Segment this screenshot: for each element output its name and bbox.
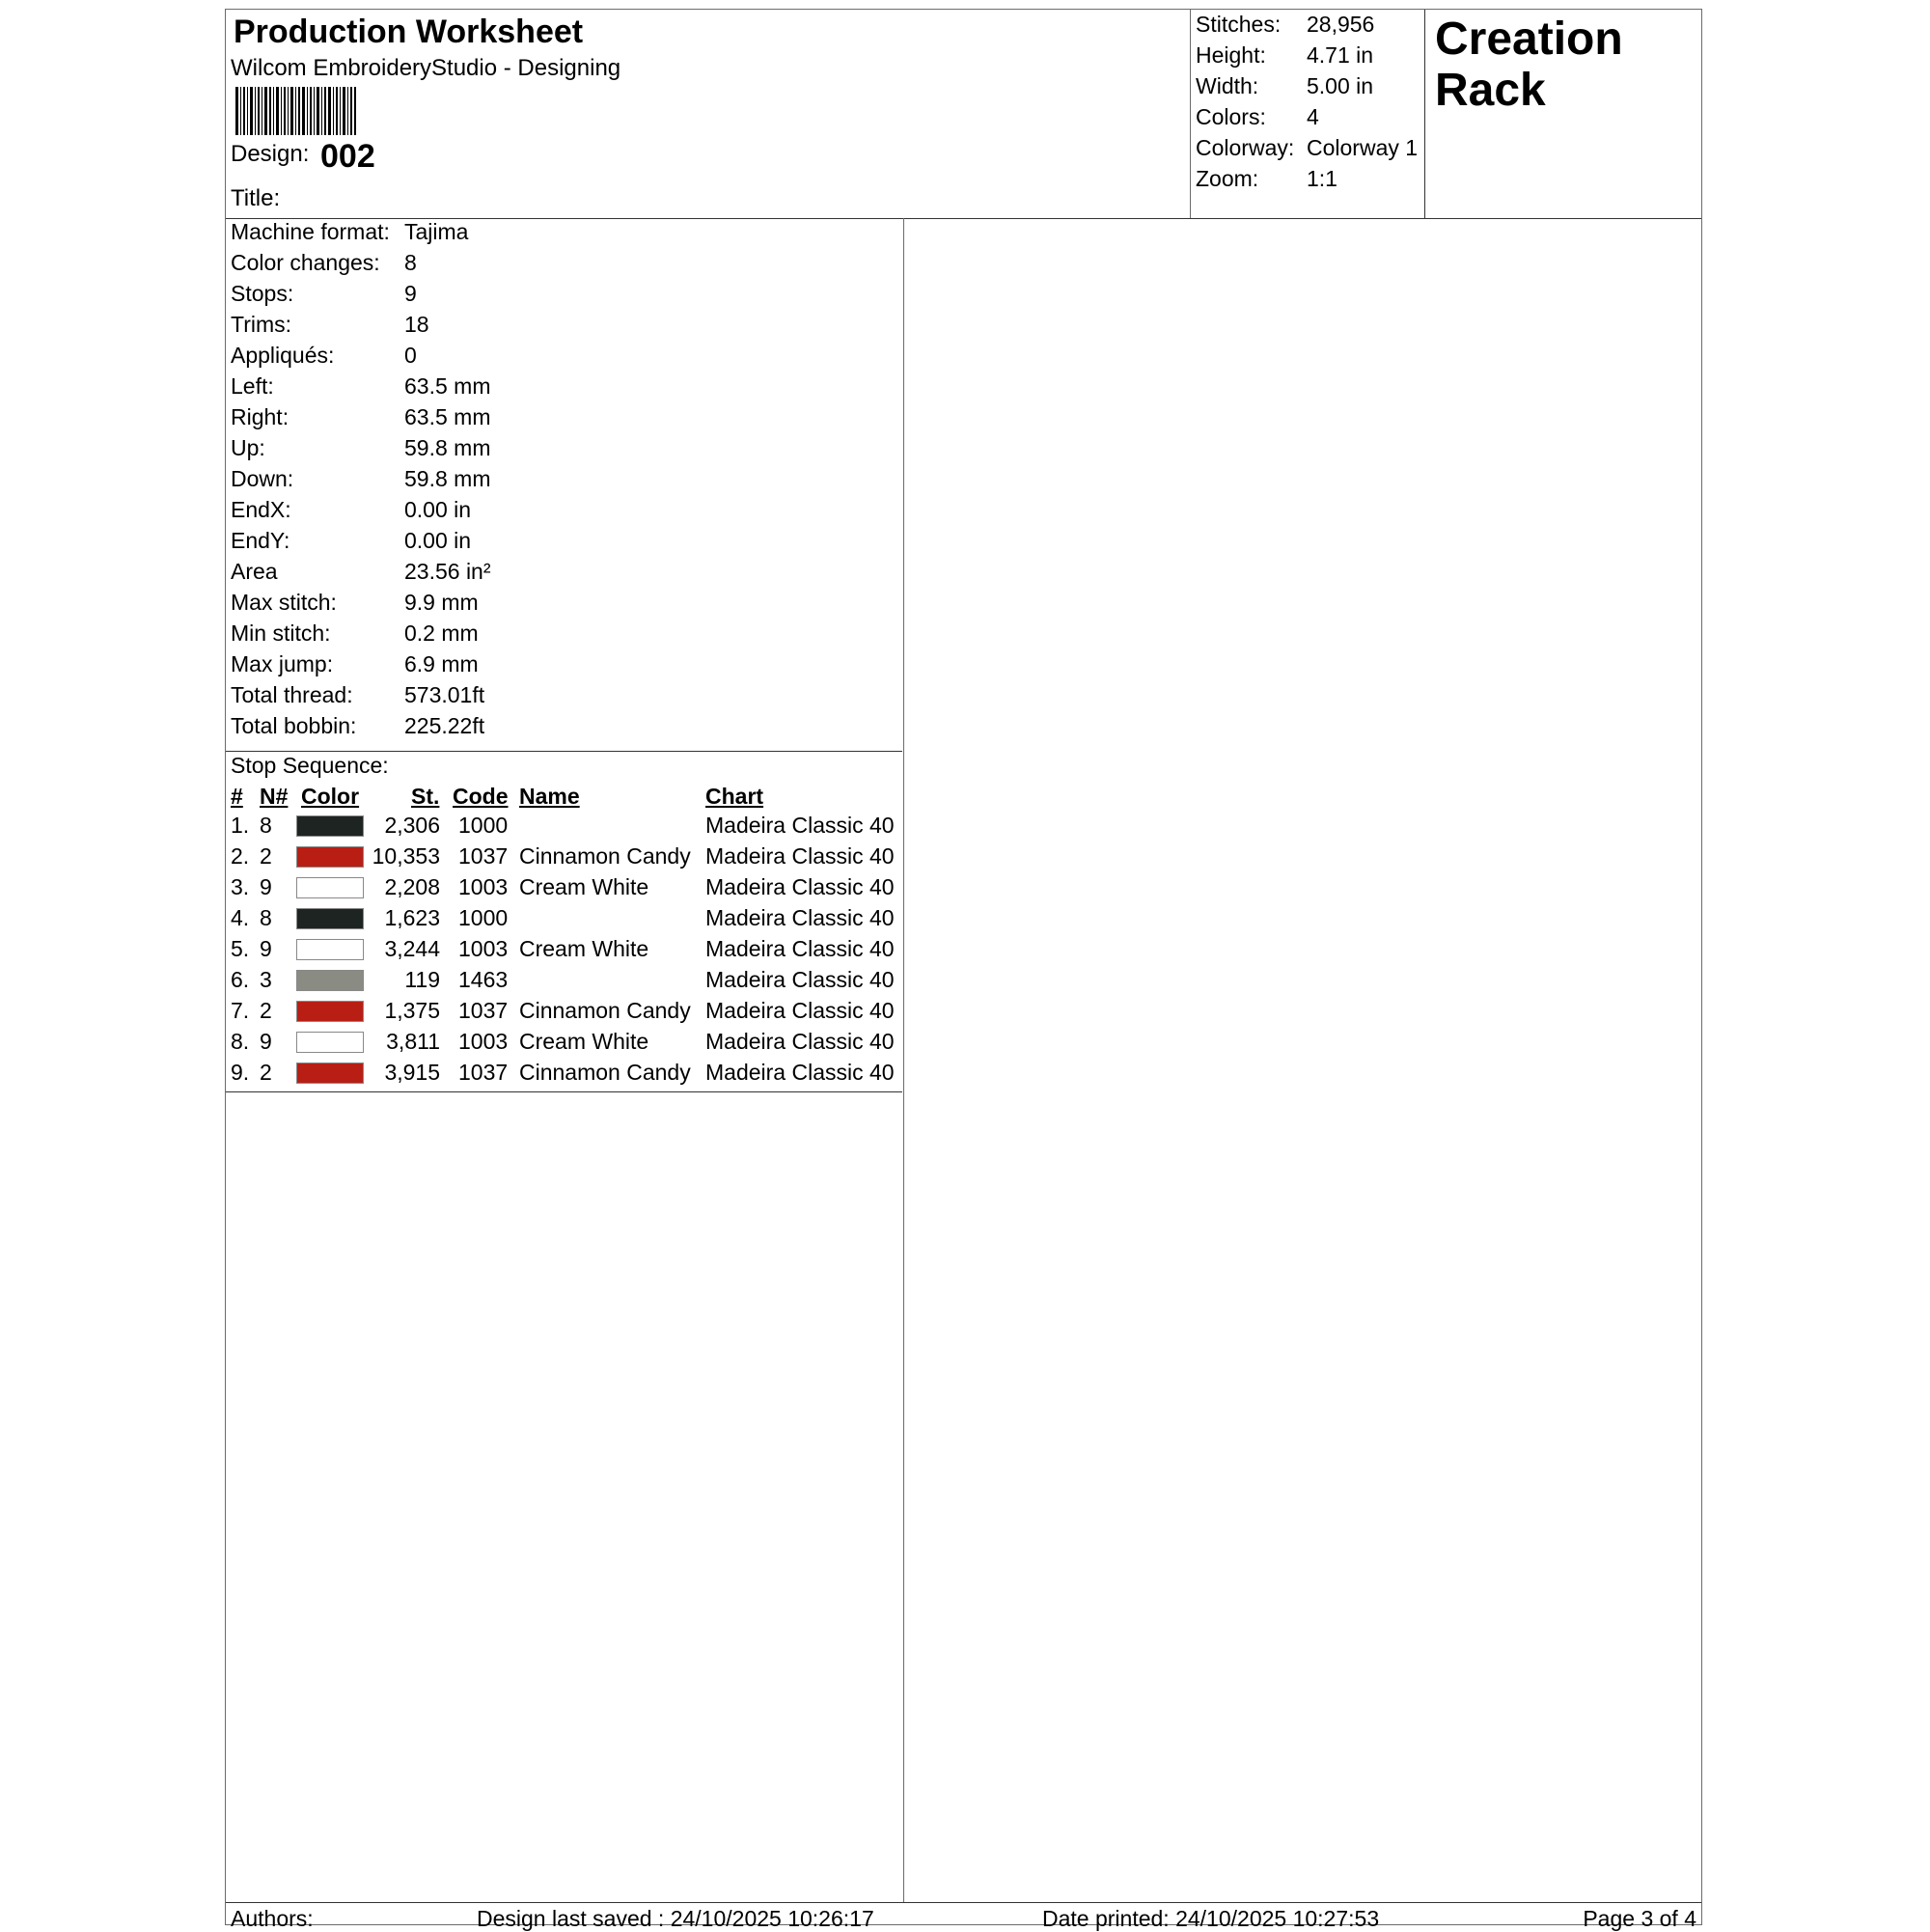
- row-name: Cream White: [519, 1029, 649, 1054]
- logo-line-2: Rack: [1435, 65, 1546, 116]
- row-stitches: 3,915: [384, 1060, 440, 1085]
- info-row: [231, 312, 429, 338]
- info-row: [231, 466, 491, 492]
- details-column: [226, 218, 904, 1902]
- info-row: [231, 404, 491, 430]
- row-number: 5.: [231, 936, 250, 961]
- row-stitches: 10,353: [372, 843, 440, 869]
- color-swatch: [296, 970, 364, 991]
- row-name: Cinnamon Candy: [519, 843, 691, 869]
- row-needle: 8: [260, 905, 272, 930]
- stat-value: 28,956: [1307, 12, 1375, 37]
- info-row: [231, 250, 417, 276]
- col-header-code: Code: [453, 784, 509, 809]
- title-label: Title:: [231, 185, 281, 211]
- row-number: 7.: [231, 998, 250, 1023]
- info-value: 0: [404, 343, 417, 368]
- info-value: 0.00 in: [404, 497, 472, 522]
- page-title: Production Worksheet: [234, 14, 584, 50]
- row-code: 1463: [458, 967, 509, 992]
- row-needle: 2: [260, 998, 272, 1023]
- row-needle: 9: [260, 1029, 272, 1054]
- color-swatch: [296, 1032, 364, 1053]
- table-divider: [226, 1091, 902, 1092]
- header-info: [226, 10, 1190, 218]
- color-swatch: [296, 877, 364, 898]
- row-stitches: 1,375: [384, 998, 440, 1023]
- row-stitches: 3,244: [384, 936, 440, 961]
- info-value: 63.5 mm: [404, 373, 491, 399]
- info-row: [231, 682, 485, 708]
- row-number: 2.: [231, 843, 250, 869]
- row-chart: Madeira Classic 40: [705, 998, 895, 1023]
- row-number: 8.: [231, 1029, 250, 1054]
- info-label: Machine format:: [231, 219, 390, 244]
- info-value: 0.00 in: [404, 528, 472, 553]
- info-label: EndX:: [231, 497, 291, 522]
- row-chart: Madeira Classic 40: [705, 967, 895, 992]
- logo-line-1: Creation: [1435, 14, 1623, 65]
- col-header-stitches: St.: [411, 784, 440, 809]
- info-value: 573.01ft: [404, 682, 485, 707]
- info-row: [231, 651, 479, 677]
- info-label: Max jump:: [231, 651, 334, 676]
- info-value: 59.8 mm: [404, 466, 491, 491]
- info-label: Stops:: [231, 281, 294, 306]
- info-row: [231, 590, 479, 616]
- info-label: Area: [231, 559, 278, 584]
- info-value: 8: [404, 250, 417, 275]
- stat-label: Colorway:: [1196, 135, 1295, 160]
- color-swatch: [296, 815, 364, 837]
- footer-date-printed: Date printed: 24/10/2025 10:27:53: [1042, 1906, 1380, 1931]
- row-stitches: 2,208: [384, 874, 440, 899]
- info-label: Total bobbin:: [231, 713, 357, 738]
- col-header-chart: Chart: [705, 784, 764, 809]
- color-swatch: [296, 1001, 364, 1022]
- barcode-icon: [235, 87, 356, 135]
- design-label: Design:: [231, 141, 310, 167]
- stat-label: Colors:: [1196, 104, 1266, 129]
- info-label: Trims:: [231, 312, 292, 337]
- info-row: [231, 435, 491, 461]
- stat-label: Stitches:: [1196, 12, 1282, 37]
- design-stats: [1190, 10, 1425, 218]
- info-row: [231, 219, 469, 245]
- col-header-num: #: [231, 784, 243, 809]
- row-stitches: 119: [404, 967, 440, 992]
- row-number: 9.: [231, 1060, 250, 1085]
- info-row: [231, 559, 491, 585]
- info-label: Appliqués:: [231, 343, 335, 368]
- row-code: 1003: [458, 1029, 509, 1054]
- row-code: 1000: [458, 813, 509, 838]
- info-row: [231, 713, 485, 739]
- row-chart: Madeira Classic 40: [705, 936, 895, 961]
- footer-authors: Authors:: [231, 1906, 314, 1931]
- info-value: 23.56 in²: [404, 559, 491, 584]
- row-needle: 9: [260, 874, 272, 899]
- app-subtitle: Wilcom EmbroideryStudio - Designing: [231, 55, 621, 81]
- info-label: Total thread:: [231, 682, 353, 707]
- row-name: Cream White: [519, 874, 649, 899]
- info-label: Min stitch:: [231, 621, 331, 646]
- info-row: [231, 343, 417, 369]
- stat-label: Width:: [1196, 73, 1259, 98]
- design-value: 002: [320, 138, 375, 175]
- col-header-name: Name: [519, 784, 580, 809]
- row-needle: 9: [260, 936, 272, 961]
- worksheet-page: [225, 9, 1702, 1931]
- stat-value: 5.00 in: [1307, 73, 1374, 98]
- row-chart: Madeira Classic 40: [705, 843, 895, 869]
- page-footer: [226, 1902, 1701, 1931]
- row-code: 1003: [458, 936, 509, 961]
- logo-text: [1435, 14, 1623, 116]
- info-label: Color changes:: [231, 250, 380, 275]
- row-code: 1000: [458, 905, 509, 930]
- footer-last-saved: Design last saved : 24/10/2025 10:26:17: [477, 1906, 874, 1931]
- stat-value: 4: [1307, 104, 1319, 129]
- col-header-color: Color: [301, 784, 360, 809]
- info-row: [231, 281, 417, 307]
- info-label: Max stitch:: [231, 590, 337, 615]
- info-value: 63.5 mm: [404, 404, 491, 429]
- row-needle: 3: [260, 967, 272, 992]
- row-number: 4.: [231, 905, 250, 930]
- row-chart: Madeira Classic 40: [705, 1029, 895, 1054]
- info-value: 0.2 mm: [404, 621, 479, 646]
- info-label: EndY:: [231, 528, 290, 553]
- row-code: 1037: [458, 843, 509, 869]
- brand-logo: [1425, 10, 1701, 218]
- info-value: 18: [404, 312, 429, 337]
- row-stitches: 1,623: [384, 905, 440, 930]
- info-value: 59.8 mm: [404, 435, 491, 460]
- footer-page-number: Page 3 of 4: [1583, 1906, 1696, 1931]
- row-name: Cream White: [519, 936, 649, 961]
- info-value: 225.22ft: [404, 713, 485, 738]
- info-value: 9.9 mm: [404, 590, 479, 615]
- row-number: 3.: [231, 874, 250, 899]
- info-row: [231, 373, 491, 400]
- info-row: [231, 497, 472, 523]
- row-name: Cinnamon Candy: [519, 1060, 691, 1085]
- row-chart: Madeira Classic 40: [705, 874, 895, 899]
- stat-label: Zoom:: [1196, 166, 1259, 191]
- row-chart: Madeira Classic 40: [705, 905, 895, 930]
- color-swatch: [296, 939, 364, 960]
- stat-value: 4.71 in: [1307, 42, 1374, 68]
- info-divider: [226, 751, 902, 752]
- row-chart: Madeira Classic 40: [705, 813, 895, 838]
- info-row: [231, 621, 479, 647]
- row-name: Cinnamon Candy: [519, 998, 691, 1023]
- row-code: 1037: [458, 998, 509, 1023]
- row-code: 1003: [458, 874, 509, 899]
- row-stitches: 3,811: [386, 1029, 440, 1054]
- stat-label: Height:: [1196, 42, 1266, 68]
- info-value: 9: [404, 281, 417, 306]
- row-needle: 8: [260, 813, 272, 838]
- info-row: [231, 528, 472, 554]
- info-value: Tajima: [404, 219, 469, 244]
- color-swatch: [296, 846, 364, 868]
- info-label: Up:: [231, 435, 265, 460]
- row-stitches: 2,306: [384, 813, 440, 838]
- row-needle: 2: [260, 1060, 272, 1085]
- row-needle: 2: [260, 843, 272, 869]
- color-swatch: [296, 1063, 364, 1084]
- row-number: 6.: [231, 967, 250, 992]
- info-label: Down:: [231, 466, 294, 491]
- info-value: 6.9 mm: [404, 651, 479, 676]
- col-header-needle: N#: [260, 784, 289, 809]
- row-chart: Madeira Classic 40: [705, 1060, 895, 1085]
- stat-value: 1:1: [1307, 166, 1337, 191]
- stat-value: Colorway 1: [1307, 135, 1419, 160]
- info-label: Left:: [231, 373, 274, 399]
- row-code: 1037: [458, 1060, 509, 1085]
- row-number: 1.: [231, 813, 250, 838]
- stop-sequence-title: Stop Sequence:: [231, 753, 389, 778]
- color-swatch: [296, 908, 364, 929]
- info-label: Right:: [231, 404, 290, 429]
